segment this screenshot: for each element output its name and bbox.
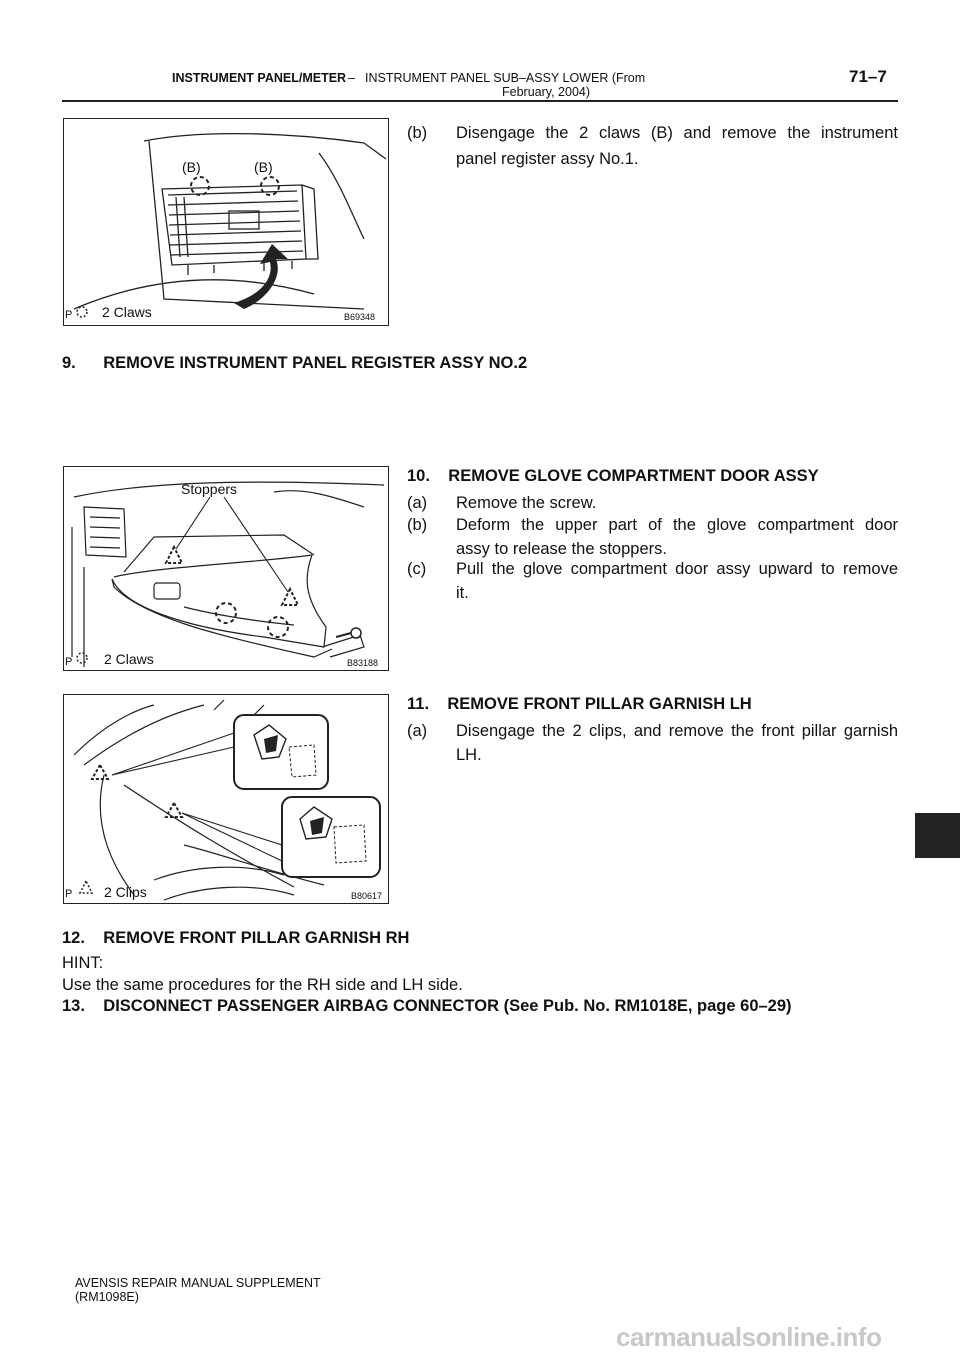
figure-legend: 2 Clips [104,884,147,900]
stopper-left-marker [166,547,182,563]
figure-front-pillar-garnish [63,694,389,904]
figure-legend: 2 Claws [102,304,152,320]
watermark: carmanualsonline.info [616,1322,882,1352]
stopper-right-marker [282,589,298,605]
upward-arrow-icon [234,244,288,309]
clip-detail-upper [234,715,328,789]
header-subtitle-line2: February, 2004) [502,85,591,99]
clip-marker-2 [166,803,182,817]
step-text-line2: it. [456,584,469,602]
footer-manual-code: (RM1098E) [75,1290,139,1304]
figure-p-mark: P [65,656,73,668]
step-label: (a) [407,494,428,512]
glove-compartment-illustration [64,467,389,671]
figure-code: B83188 [347,658,379,668]
claw-marker-2 [268,617,288,637]
claw-legend-icon [77,307,87,317]
figure-p-mark: P [65,309,73,321]
footer-manual-title: AVENSIS REPAIR MANUAL SUPPLEMENT [75,1276,321,1290]
step-9-title: 9. REMOVE INSTRUMENT PANEL REGISTER ASSY NO.2 [62,354,528,372]
page-number: 71–7 [849,67,887,86]
step-text-line1: Deform the upper part of the glove compartment door [456,516,898,534]
step-label: (a) [407,722,428,740]
hint-label: HINT: [62,954,104,972]
figure-p-mark: P [65,888,73,900]
step-label: (c) [407,560,427,578]
step-text: Remove the screw. [456,494,597,512]
claw-marker-1 [216,603,236,623]
figure-code: B80617 [351,891,383,901]
step-text-line1: Pull the glove compartment door assy upward to remove [456,560,898,578]
figure-glove-compartment [63,466,389,671]
header-subtitle-line1: INSTRUMENT PANEL SUB–ASSY LOWER (From [365,71,646,85]
claw-legend-icon [77,653,87,663]
step-label: (b) [407,124,428,142]
section-index-tab [915,813,960,858]
header-rule [62,100,898,102]
hint-text: Use the same procedures for the RH side and LH side. [62,976,463,994]
claw-left-marker [191,177,209,195]
step-11-title: 11. REMOVE FRONT PILLAR GARNISH LH [407,695,752,713]
step-text-line1: Disengage the 2 clips, and remove the front pillar garnish [456,722,898,740]
step-13-title: 13. DISCONNECT PASSENGER AIRBAG CONNECTOR (See Pub. No. RM1018E, page 60–29) [62,997,792,1015]
header-dash: – [348,71,355,85]
clip-legend-icon [80,881,92,893]
step-10-title: 10. REMOVE GLOVE COMPARTMENT DOOR ASSY [407,467,819,485]
figure-register-assy-no1 [63,118,389,326]
step-label: (b) [407,516,428,534]
step-12-title: 12. REMOVE FRONT PILLAR GARNISH RH [62,929,410,947]
callout-b-right: (B) [254,159,273,175]
clip-detail-lower [282,797,380,877]
register-illustration [64,119,389,326]
callout-stoppers: Stoppers [181,481,238,497]
callout-b-left: (B) [182,159,201,175]
pillar-garnish-illustration [64,695,389,904]
screw-icon [336,628,361,638]
figure-code: B69348 [344,312,376,322]
step-text-line2: assy to release the stoppers. [456,540,667,558]
step-text-line2: LH. [456,746,482,764]
step-text-line1: Disengage the 2 claws (B) and remove the instrument [456,124,898,142]
step-text-line2: panel register assy No.1. [456,150,639,168]
clip-marker-1 [92,765,108,779]
header-section: INSTRUMENT PANEL/METER [172,71,347,85]
figure-legend: 2 Claws [104,651,154,667]
